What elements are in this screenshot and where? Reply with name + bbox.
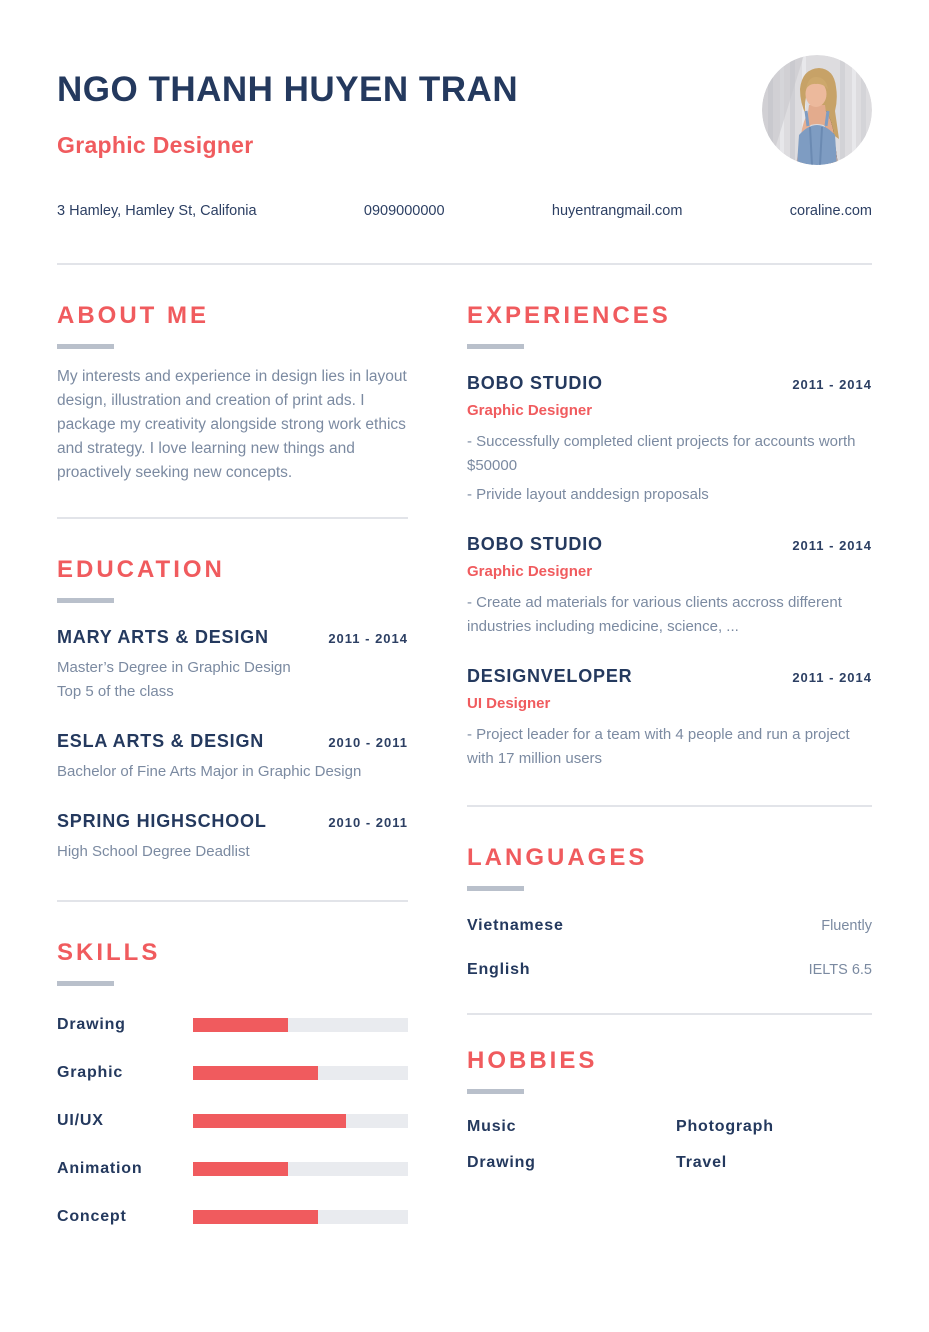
- heading-underline: [467, 886, 524, 891]
- contact-website[interactable]: coraline.com: [789, 203, 872, 219]
- skill-row: [57, 1160, 408, 1178]
- experience-bullets: [467, 723, 872, 771]
- heading-underline: [467, 344, 524, 349]
- section-education: [57, 556, 408, 864]
- company-name: DESIGNVELOPER: [467, 666, 633, 686]
- languages-heading: LANGUAGES: [467, 844, 648, 871]
- company-name: BOBO STUDIO: [467, 373, 603, 393]
- skill-row: [57, 1208, 408, 1226]
- skill-bar-fill: [193, 1066, 318, 1080]
- hobbies-grid: [467, 1118, 872, 1172]
- skill-row: [57, 1016, 408, 1034]
- skill-bar-track: [193, 1210, 408, 1224]
- section-about: [57, 302, 408, 485]
- left-divider-2: [57, 900, 408, 902]
- experience-bullets: [467, 430, 872, 507]
- left-divider-1: [57, 517, 408, 519]
- hobby-item: Photograph: [676, 1118, 774, 1135]
- skill-bar-track: [193, 1114, 408, 1128]
- skill-row: [57, 1112, 408, 1130]
- heading-underline: [57, 981, 114, 986]
- section-languages: [467, 844, 872, 979]
- person-name: NGO THANH HUYEN TRAN: [57, 70, 519, 109]
- experience-bullet: - Successfully completed client projects for accounts worth $50000: [467, 433, 856, 474]
- education-detail: Top 5 of the class: [57, 683, 174, 700]
- education-item-head: [57, 811, 408, 832]
- contact-address: 3 Hamley, Hamley St, Califonia: [57, 203, 257, 219]
- skill-row: [57, 1064, 408, 1082]
- contact-row: [57, 203, 872, 219]
- skill-label: Animation: [57, 1160, 143, 1177]
- experience-item-head: [467, 373, 872, 394]
- section-skills: [57, 939, 408, 1226]
- education-item: [57, 627, 408, 704]
- heading-underline: [467, 1089, 524, 1094]
- experiences-heading: EXPERIENCES: [467, 302, 671, 329]
- skill-bar-fill: [193, 1210, 318, 1224]
- skill-bar-track: [193, 1162, 408, 1176]
- heading-underline: [57, 598, 114, 603]
- skill-label: Graphic: [57, 1064, 124, 1081]
- right-column: [467, 265, 872, 1226]
- experience-period: 2011 - 2014: [792, 377, 872, 392]
- skills-heading: SKILLS: [57, 939, 161, 966]
- language-row: [467, 917, 872, 935]
- languages-list: [467, 917, 872, 979]
- skill-bar-track: [193, 1066, 408, 1080]
- experience-bullets: [467, 591, 872, 639]
- education-details: [57, 760, 408, 784]
- experience-bullet: - Privide layout anddesign proposals: [467, 486, 709, 503]
- hobbies-heading: HOBBIES: [467, 1047, 598, 1074]
- education-item-head: [57, 731, 408, 752]
- experience-item-head: [467, 666, 872, 687]
- right-divider-2: [467, 1013, 872, 1015]
- experience-bullet: - Create ad materials for various clients accross different industries including medicine, science, ...: [467, 594, 842, 635]
- skill-bar-fill: [193, 1114, 346, 1128]
- education-period: 2010 - 2011: [328, 815, 408, 830]
- left-column: [57, 265, 408, 1226]
- education-period: 2011 - 2014: [328, 631, 408, 646]
- language-level: Fluently: [821, 918, 872, 934]
- contact-email[interactable]: huyentrangmail.com: [551, 203, 683, 219]
- hobby-item: Music: [467, 1118, 517, 1135]
- skill-label: UI/UX: [57, 1112, 104, 1129]
- school-name: SPRING HIGHSCHOOL: [57, 811, 267, 831]
- school-name: MARY ARTS & DESIGN: [57, 627, 269, 647]
- skill-label: Concept: [57, 1208, 127, 1225]
- profile-photo: [762, 55, 872, 165]
- experience-item: [467, 534, 872, 639]
- section-experiences: [467, 302, 872, 771]
- hobby-item: Travel: [676, 1154, 728, 1171]
- education-item-head: [57, 627, 408, 648]
- hobby-item: Drawing: [467, 1154, 536, 1171]
- education-details: [57, 840, 408, 864]
- skill-bar-fill: [193, 1162, 288, 1176]
- right-divider-1: [467, 805, 872, 807]
- skills-list: [57, 1016, 408, 1226]
- education-details: [57, 656, 408, 704]
- about-text: My interests and experience in design lies in layout design, illustration and creation of print ads. I package my creativity alongside strong work ethics and strategy. I love learning new things and proactively seeking new concepts.: [57, 368, 407, 481]
- contact-phone: 0909000000: [363, 203, 445, 219]
- company-name: BOBO STUDIO: [467, 534, 603, 554]
- experience-period: 2011 - 2014: [792, 670, 872, 685]
- education-detail: Bachelor of Fine Arts Major in Graphic Design: [57, 763, 362, 780]
- experience-role: UI Designer: [467, 695, 551, 712]
- school-name: ESLA ARTS & DESIGN: [57, 731, 265, 751]
- about-heading: ABOUT ME: [57, 302, 209, 329]
- skill-label: Drawing: [57, 1016, 126, 1033]
- education-item: [57, 811, 408, 864]
- experience-role: Graphic Designer: [467, 563, 593, 580]
- education-period: 2010 - 2011: [328, 735, 408, 750]
- education-detail: High School Degree Deadlist: [57, 843, 250, 860]
- education-list: [57, 627, 408, 864]
- education-item: [57, 731, 408, 784]
- heading-underline: [57, 344, 114, 349]
- education-detail: Master’s Degree in Graphic Design: [57, 659, 291, 676]
- job-title: Graphic Designer: [57, 132, 254, 158]
- header: [57, 0, 872, 219]
- experiences-list: [467, 373, 872, 771]
- experience-role: Graphic Designer: [467, 402, 593, 419]
- profile-photo-illustration: [762, 55, 872, 165]
- language-row: [467, 961, 872, 979]
- skill-bar-fill: [193, 1018, 288, 1032]
- section-hobbies: [467, 1047, 872, 1172]
- experience-period: 2011 - 2014: [792, 538, 872, 553]
- experience-item: [467, 666, 872, 771]
- language-level: IELTS 6.5: [808, 962, 872, 978]
- experience-item-head: [467, 534, 872, 555]
- language-name: English: [467, 961, 531, 978]
- language-name: Vietnamese: [467, 917, 564, 934]
- skill-bar-track: [193, 1018, 408, 1032]
- experience-item: [467, 373, 872, 507]
- experience-bullet: - Project leader for a team with 4 people and run a project with 17 million users: [467, 726, 850, 767]
- education-heading: EDUCATION: [57, 556, 225, 583]
